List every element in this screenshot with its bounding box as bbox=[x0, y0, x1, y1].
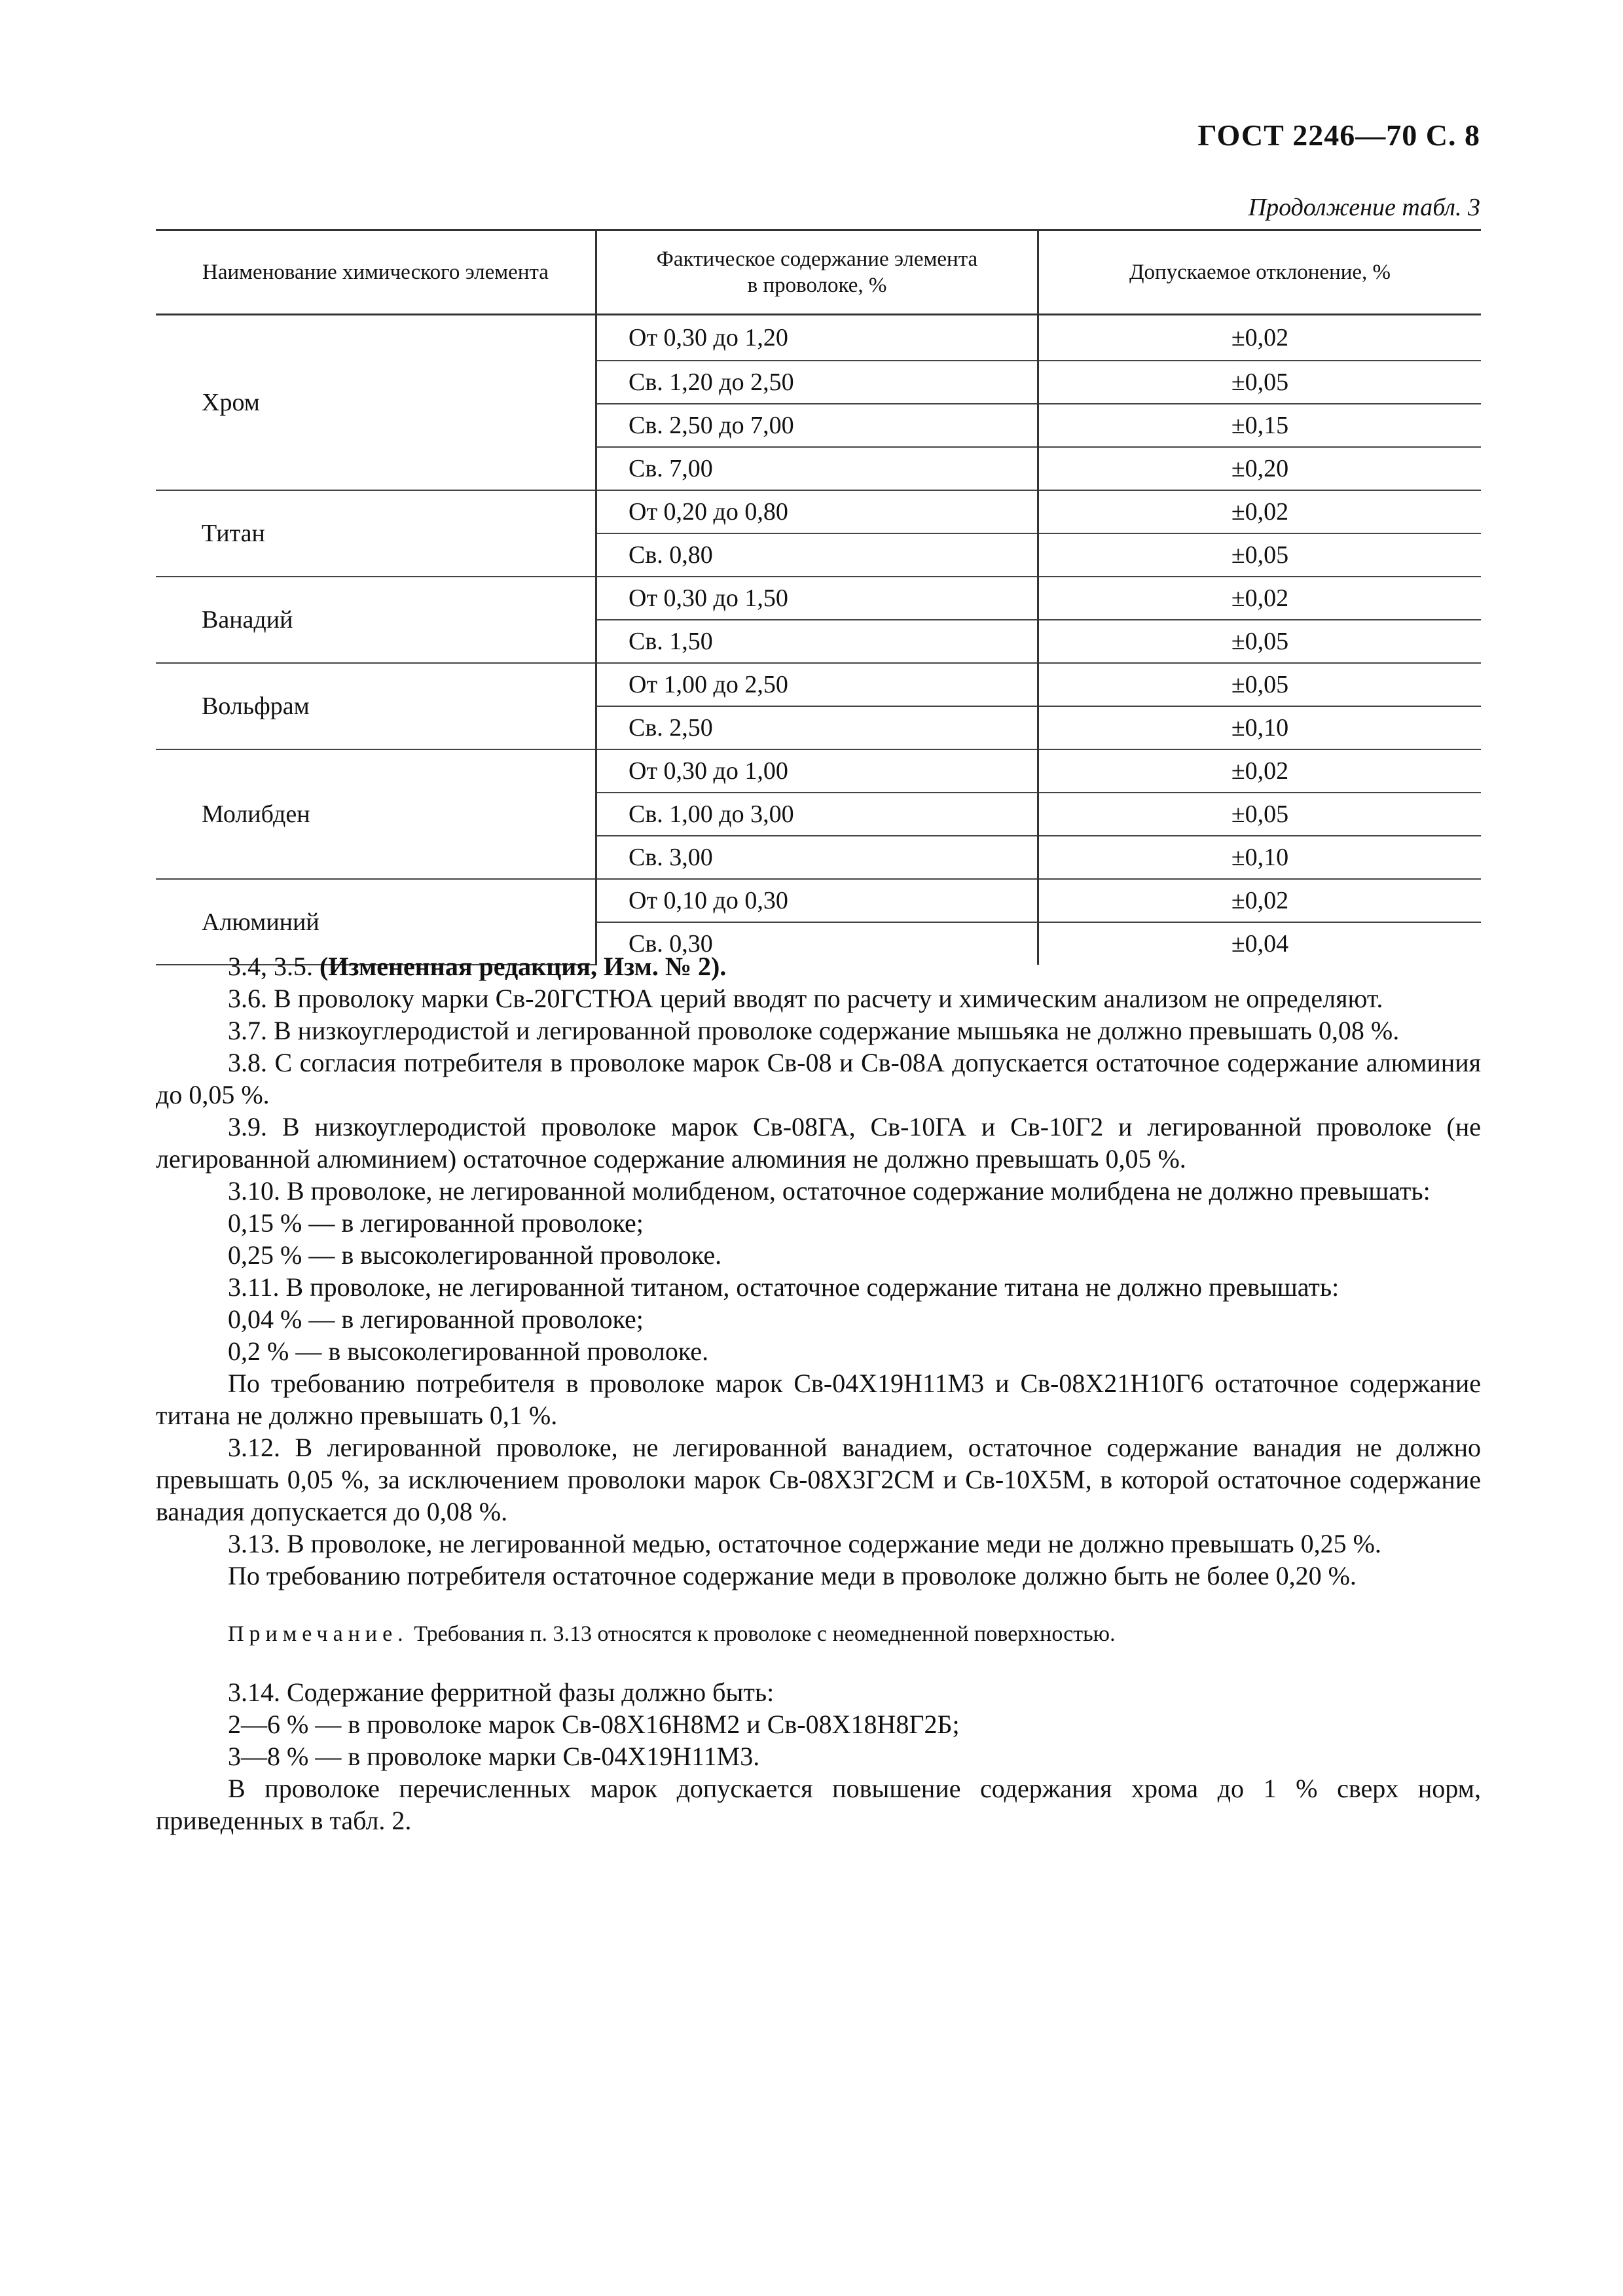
table-row bbox=[156, 749, 1481, 793]
element-name: Вольфрам bbox=[156, 663, 596, 749]
column-header-deviation: Допускаемое отклонение, % bbox=[1038, 230, 1482, 315]
paragraph-3-8: 3.8. С согласия потребителя в проволоке марок Св-08 и Св-08А допускается остаточное содержание алюминия до 0,05 %. bbox=[156, 1048, 1481, 1109]
chemical-tolerance-table bbox=[156, 229, 1481, 965]
list-item: 3—8 % — в проволоке марки Св-04Х19Н11М3. bbox=[228, 1742, 760, 1771]
allowed-deviation: ±0,05 bbox=[1038, 620, 1482, 663]
list-item: 0,15 % — в легированной проволоке; bbox=[228, 1208, 644, 1238]
table-row bbox=[156, 879, 1481, 922]
paragraph-3-13-consumer: По требованию потребителя остаточное содержание меди в проволоке должно быть не более 0,20 %. bbox=[228, 1561, 1357, 1590]
content-range: Св. 7,00 bbox=[596, 447, 1038, 490]
content-range: Св. 1,00 до 3,00 bbox=[596, 793, 1038, 836]
content-range: От 0,30 до 1,00 bbox=[596, 749, 1038, 793]
list-item: 0,04 % — в легированной проволоке; bbox=[228, 1304, 644, 1334]
note-label: Примечание. bbox=[228, 1622, 409, 1646]
allowed-deviation: ±0,05 bbox=[1038, 361, 1482, 404]
content-range: От 0,30 до 1,50 bbox=[596, 577, 1038, 620]
table-row bbox=[156, 663, 1481, 706]
allowed-deviation: ±0,20 bbox=[1038, 447, 1482, 490]
column-header-content-line1: Фактическое содержание элемента bbox=[656, 247, 978, 271]
list-item: 0,2 % — в высоколегированной проволоке. bbox=[228, 1336, 709, 1366]
clause-number: 3.4, 3.5. bbox=[228, 952, 313, 981]
paragraph-3-4-3-5 bbox=[156, 950, 1481, 982]
list-item: 2—6 % — в проволоке марок Св-08Х16Н8М2 и Св-08Х18Н8Г2Б; bbox=[228, 1710, 960, 1739]
table-continuation-label: Продолжение табл. 3 bbox=[1248, 194, 1480, 221]
column-header-content bbox=[596, 230, 1038, 315]
table-row bbox=[156, 315, 1481, 361]
element-name: Алюминий bbox=[156, 879, 596, 965]
allowed-deviation: ±0,02 bbox=[1038, 879, 1482, 922]
content-range: От 0,10 до 0,30 bbox=[596, 879, 1038, 922]
content-range: Св. 0,30 bbox=[596, 922, 1038, 965]
element-name: Ванадий bbox=[156, 577, 596, 663]
allowed-deviation: ±0,02 bbox=[1038, 577, 1482, 620]
content-range: От 0,20 до 0,80 bbox=[596, 490, 1038, 533]
allowed-deviation: ±0,05 bbox=[1038, 663, 1482, 706]
content-range: От 0,30 до 1,20 bbox=[596, 315, 1038, 361]
allowed-deviation: ±0,10 bbox=[1038, 706, 1482, 749]
paragraph-3-7: 3.7. В низкоуглеродистой и легированной проволоке содержание мышьяка не должно превышать 0,08 %. bbox=[228, 1016, 1400, 1045]
note-text: Требования п. 3.13 относятся к проволоке с неомедненной поверхностью. bbox=[414, 1622, 1116, 1646]
allowed-deviation: ±0,02 bbox=[1038, 490, 1482, 533]
paragraph-3-6: 3.6. В проволоку марки Св-20ГСТЮА церий вводят по расчету и химическим анализом не определяют. bbox=[228, 984, 1383, 1013]
allowed-deviation: ±0,02 bbox=[1038, 315, 1482, 361]
note bbox=[156, 1618, 1481, 1650]
allowed-deviation: ±0,05 bbox=[1038, 533, 1482, 577]
element-name: Молибден bbox=[156, 749, 596, 879]
allowed-deviation: ±0,15 bbox=[1038, 404, 1482, 447]
paragraph-3-11-consumer: По требованию потребителя в проволоке марок Св-04Х19Н11М3 и Св-08Х21Н10Г6 остаточное содержание титана не должно превышать 0,1 %. bbox=[156, 1369, 1481, 1430]
content-range: Св. 1,50 bbox=[596, 620, 1038, 663]
paragraph-3-14-chrome: В проволоке перечисленных марок допускается повышение содержания хрома до 1 % сверх норм, приведенных в табл. 2. bbox=[156, 1774, 1481, 1835]
element-name: Хром bbox=[156, 315, 596, 491]
paragraph-3-13: 3.13. В проволоке, не легированной медью, остаточное содержание меди не должно превышать 0,25 %. bbox=[228, 1529, 1381, 1558]
content-range: Св. 1,20 до 2,50 bbox=[596, 361, 1038, 404]
paragraph-3-11: 3.11. В проволоке, не легированной титаном, остаточное содержание титана не должно превышать: bbox=[228, 1272, 1340, 1302]
allowed-deviation: ±0,04 bbox=[1231, 930, 1289, 958]
allowed-deviation: ±0,05 bbox=[1038, 793, 1482, 836]
body-text bbox=[156, 950, 1481, 1837]
content-range: Св. 0,80 bbox=[596, 533, 1038, 577]
table-row bbox=[156, 577, 1481, 620]
column-header-content-line2: в проволоке, % bbox=[747, 274, 887, 297]
content-range: Св. 2,50 bbox=[596, 706, 1038, 749]
content-range: Св. 3,00 bbox=[596, 836, 1038, 879]
element-name: Титан bbox=[156, 490, 596, 577]
content-range: Св. 2,50 до 7,00 bbox=[596, 404, 1038, 447]
column-header-element: Наименование химического элемента bbox=[156, 230, 596, 315]
table-header-row bbox=[156, 230, 1481, 315]
amendment-note: (Измененная редакция, Изм. № 2). bbox=[319, 952, 727, 981]
paragraph-3-9: 3.9. В низкоуглеродистой проволоке марок Св-08ГА, Св-10ГА и Св-10Г2 и легированной проволоке (не легированной алюминием) остаточное содержание алюминия не должно превышать 0,05 %. bbox=[156, 1112, 1481, 1174]
page-header: ГОСТ 2246—70 С. 8 bbox=[1197, 118, 1480, 152]
allowed-deviation: ±0,02 bbox=[1038, 749, 1482, 793]
content-range: От 1,00 до 2,50 bbox=[596, 663, 1038, 706]
paragraph-3-14: 3.14. Содержание ферритной фазы должно быть: bbox=[228, 1677, 775, 1707]
paragraph-3-10: 3.10. В проволоке, не легированной молибденом, остаточное содержание молибдена не должно превышать: bbox=[228, 1176, 1431, 1206]
list-item: 0,25 % — в высоколегированной проволоке. bbox=[228, 1240, 722, 1270]
paragraph-3-12: 3.12. В легированной проволоке, не легированной ванадием, остаточное содержание ванадия не должно превышать 0,05 %, за исключением проволоки марок Св-08Х3Г2СМ и Св-10Х5М, в которой остаточное содержание ванадия допускается до 0,08 %. bbox=[156, 1433, 1481, 1526]
table-row bbox=[156, 490, 1481, 533]
allowed-deviation: ±0,10 bbox=[1038, 836, 1482, 879]
